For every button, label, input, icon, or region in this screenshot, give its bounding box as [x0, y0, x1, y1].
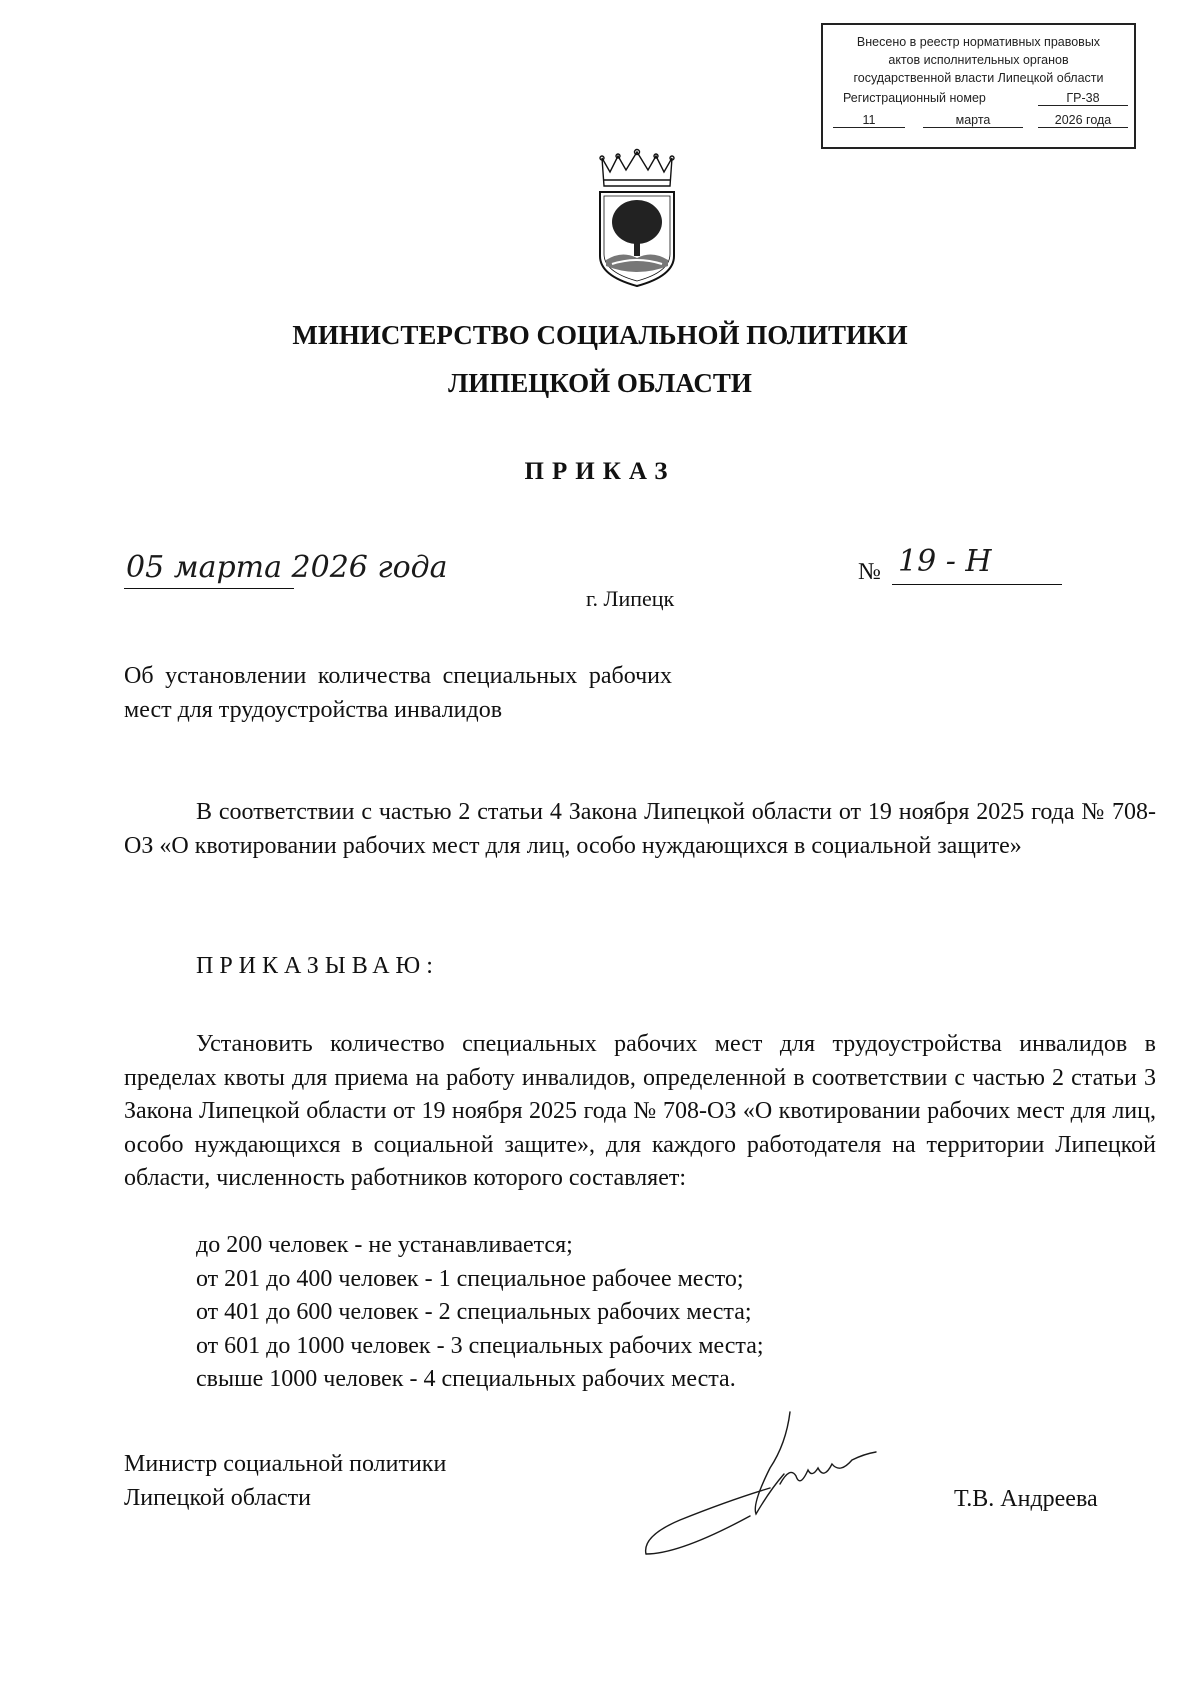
city: г. Липецк	[586, 586, 675, 611]
stamp-line-1: Внесено в реестр нормативных правовых	[856, 35, 1101, 49]
stamp-month: марта	[923, 113, 1023, 128]
order-word: ПРИКАЗЫВАЮ:	[196, 953, 439, 979]
coat-of-arms-icon	[592, 148, 682, 290]
preamble-paragraph: В соответствии с частью 2 статьи 4 Закона Липецкой области от 19 ноября 2025 года № 708-ОЗ «О квотировании рабочих мест для лиц, особо нуждающихся в социальной защите»	[124, 799, 1156, 859]
handwritten-date: 05 марта 2026 года	[126, 550, 448, 585]
list-item: от 601 до 1000 человек - 3 специальных рабочих места;	[196, 1332, 764, 1359]
stamp-line-2: актов исполнительных органов	[888, 53, 1069, 67]
signatory-position-line2: Липецкой области	[124, 1484, 311, 1511]
document-type: ПРИКАЗ	[524, 458, 676, 485]
signature-scribble	[640, 1404, 890, 1564]
quota-list	[196, 1229, 1156, 1397]
list-item: от 201 до 400 человек - 1 специальное рабочее место;	[196, 1265, 744, 1292]
main-paragraph: Установить количество специальных рабочих мест для трудоустройства инвалидов в пределах квоты для приема на работу инвалидов, определенной в соответствии с частью 2 статьи 3 Закона Липецкой области от 19 ноября 2025 года № 708-ОЗ «О квотировании рабочих мест для лиц, особо нуждающихся в социальной защите», для каждого работодателя на территории Липецкой области, численность работников которого составляет:	[124, 1031, 1156, 1191]
stamp-reg-label: Регистрационный номер	[843, 91, 986, 105]
stamp-reg-number: ГР-38	[1038, 91, 1128, 106]
registry-stamp	[821, 23, 1136, 149]
stamp-line-3: государственной власти Липецкой области	[853, 71, 1104, 85]
signatory-position	[124, 1448, 446, 1515]
ministry-name-line2: ЛИПЕЦКОЙ ОБЛАСТИ	[448, 368, 752, 398]
list-item: до 200 человек - не устанавливается;	[196, 1232, 573, 1258]
date-underline	[124, 588, 294, 589]
list-item: от 401 до 600 человек - 2 специальных рабочих места;	[196, 1299, 752, 1325]
number-underline	[892, 584, 1062, 585]
stamp-day: 11	[833, 113, 905, 128]
number-prefix: №	[858, 559, 881, 585]
ministry-name-line1: МИНИСТЕРСТВО СОЦИАЛЬНОЙ ПОЛИТИКИ	[292, 320, 908, 350]
order-subject: Об установлении количества специальных рабочих мест для трудоустройства инвалидов	[124, 663, 672, 723]
signatory-name: Т.В. Андреева	[954, 1486, 1098, 1512]
stamp-year: 2026 года	[1038, 113, 1128, 128]
list-item: свыше 1000 человек - 4 специальных рабочих места.	[196, 1366, 736, 1392]
signatory-position-line1: Министр социальной политики	[124, 1451, 447, 1477]
handwritten-number: 19 - Н	[898, 544, 992, 579]
